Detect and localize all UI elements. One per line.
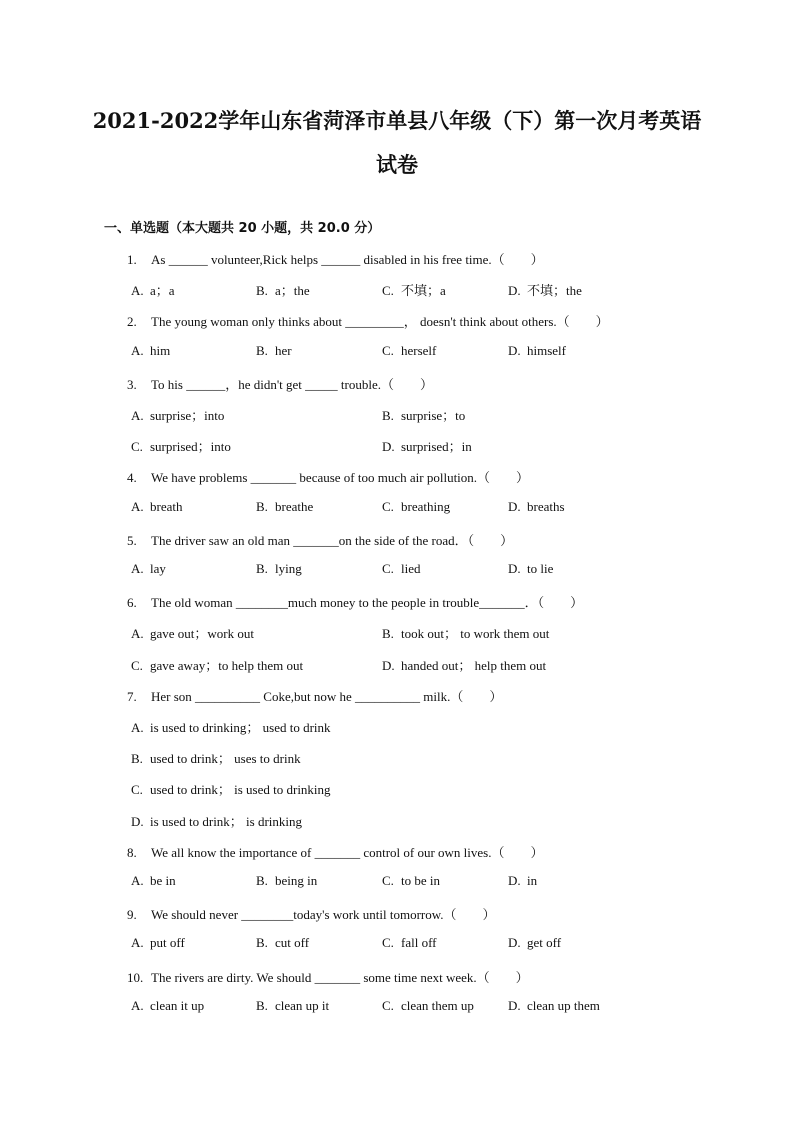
answer-option <box>131 499 182 515</box>
option-letter: A. <box>131 408 144 423</box>
question-text: We all know the importance of _______ control of our own lives.（ ） <box>151 844 544 860</box>
answer-option <box>508 499 565 515</box>
answer-option <box>131 748 301 767</box>
question-text: We should never ________today's work until tomorrow.（ ） <box>151 907 496 923</box>
option-letter: B. <box>256 283 268 299</box>
option-text: to be in <box>401 873 440 888</box>
answer-option <box>256 499 313 515</box>
option-text: surprise；to <box>401 408 466 423</box>
option-text: gave out；work out <box>150 626 254 642</box>
answer-option <box>131 343 170 359</box>
option-letter: A. <box>131 498 144 514</box>
question-stem <box>127 530 513 549</box>
answer-option <box>382 935 437 951</box>
question-stem <box>127 592 583 611</box>
option-text: lied <box>401 561 421 576</box>
option-text: a；the <box>275 283 310 299</box>
answer-option <box>256 343 292 359</box>
question-number: 1. <box>127 252 137 267</box>
answer-option <box>382 998 474 1014</box>
answer-option <box>382 623 549 642</box>
answer-option <box>131 561 166 577</box>
option-letter: D. <box>382 439 395 455</box>
option-text: used to drink； is used to drinking <box>150 782 331 798</box>
option-text: cut off <box>275 935 310 951</box>
question-number: 5. <box>127 532 137 548</box>
option-text: in <box>527 873 538 888</box>
option-letter: D. <box>508 935 521 951</box>
option-text: a；a <box>150 283 175 299</box>
question-text: The rivers are dirty. We should _______ some time next week.（ ） <box>151 969 529 985</box>
question-stem <box>127 311 609 330</box>
option-text: herself <box>401 342 437 358</box>
option-text: clean up it <box>275 997 330 1013</box>
option-letter: C. <box>382 561 394 576</box>
option-text: lying <box>275 561 302 576</box>
answer-option <box>131 811 302 830</box>
answer-option <box>382 280 446 299</box>
title-line-1: 2021-2022学年山东省菏泽市单县八年级（下）第一次月考英语 <box>92 108 702 133</box>
answer-option <box>131 655 303 674</box>
option-text: gave away；to help them out <box>150 657 304 673</box>
question-stem <box>127 467 529 486</box>
option-letter: D. <box>508 498 521 514</box>
option-letter: D. <box>382 657 395 673</box>
question-number: 3. <box>127 376 137 392</box>
option-letter: B. <box>256 498 268 514</box>
question-number: 7. <box>127 688 137 704</box>
answer-option <box>382 499 450 515</box>
option-text: to lie <box>527 561 554 576</box>
question-text: As ______ volunteer,Rick helps ______ disabled in his free time.（ ） <box>151 252 544 267</box>
option-text: handed out； help them out <box>401 657 547 673</box>
option-text: surprise；into <box>150 408 225 423</box>
answer-option <box>131 717 331 736</box>
question-text: Her son __________ Coke,but now he __________ milk.（ ） <box>151 688 503 704</box>
option-letter: C. <box>131 657 143 673</box>
option-letter: B. <box>256 342 268 358</box>
question-text: The young woman only thinks about _________， doesn't think about others.（ ） <box>151 314 609 330</box>
answer-option <box>508 561 553 577</box>
option-text: breath <box>150 498 183 514</box>
question-number: 6. <box>127 595 137 611</box>
question-number: 8. <box>127 844 137 860</box>
option-text: surprised；into <box>150 439 231 455</box>
option-letter: B. <box>256 935 268 951</box>
option-text: being in <box>275 873 318 888</box>
option-letter: B. <box>256 561 268 576</box>
answer-option <box>256 998 329 1014</box>
answer-option <box>131 436 231 455</box>
option-text: get off <box>527 935 562 951</box>
option-letter: C. <box>382 873 394 888</box>
option-text: himself <box>527 342 566 358</box>
option-text: surprised；in <box>401 439 472 455</box>
option-text: put off <box>150 935 185 951</box>
question-stem <box>127 967 529 986</box>
option-text: breathing <box>401 498 451 514</box>
option-letter: C. <box>382 283 394 299</box>
option-letter: C. <box>382 498 394 514</box>
option-letter: D. <box>508 283 521 299</box>
answer-option <box>131 280 175 299</box>
option-text: 不填；a <box>401 283 446 299</box>
option-text: breaths <box>527 498 565 514</box>
question-text: The old woman ________much money to the people in trouble_______．（ ） <box>151 595 584 611</box>
option-text: lay <box>150 561 166 576</box>
answer-option <box>508 873 537 889</box>
option-text: him <box>150 342 171 358</box>
option-text: took out； to work them out <box>401 626 550 642</box>
question-text: We have problems _______ because of too much air pollution.（ ） <box>151 470 530 486</box>
answer-option <box>508 280 582 299</box>
answer-option <box>508 343 566 359</box>
question-stem <box>127 842 544 861</box>
question-number: 9. <box>127 907 137 923</box>
question-stem <box>127 904 496 923</box>
question-stem <box>127 686 502 705</box>
option-text: is used to drink； is drinking <box>150 813 303 829</box>
option-letter: D. <box>508 561 521 576</box>
answer-option <box>131 779 331 798</box>
answer-option <box>256 280 310 299</box>
exam-title <box>60 99 734 187</box>
option-letter: D. <box>508 997 521 1013</box>
option-letter: B. <box>382 626 394 642</box>
answer-option <box>256 561 302 577</box>
option-letter: A. <box>131 997 144 1013</box>
answer-option <box>131 873 176 889</box>
answer-option <box>382 655 546 674</box>
option-letter: C. <box>131 782 143 798</box>
answer-option <box>382 436 472 455</box>
option-letter: B. <box>131 751 143 767</box>
question-text: To his ______，he didn't get _____ trouble.（ ） <box>151 376 433 392</box>
option-letter: A. <box>131 626 144 642</box>
option-text: fall off <box>401 935 437 951</box>
answer-option <box>382 561 421 577</box>
answer-option <box>508 935 561 951</box>
answer-option <box>256 935 309 951</box>
option-letter: B. <box>256 997 268 1013</box>
option-letter: D. <box>508 873 521 888</box>
option-text: is used to drinking； used to drink <box>150 720 331 735</box>
option-text: used to drink； uses to drink <box>150 751 301 767</box>
question-stem <box>127 249 544 268</box>
answer-option <box>382 405 465 424</box>
question-number: 2. <box>127 314 137 330</box>
option-letter: B. <box>256 873 268 888</box>
answer-option <box>256 873 317 889</box>
option-letter: C. <box>382 935 394 951</box>
answer-option <box>382 343 436 359</box>
option-letter: C. <box>382 342 394 358</box>
question-stem <box>127 374 433 393</box>
answer-option <box>131 623 254 642</box>
option-text: her <box>275 342 292 358</box>
option-letter: A. <box>131 873 144 888</box>
question-number: 10. <box>127 969 144 985</box>
answer-option <box>131 935 185 951</box>
option-letter: A. <box>131 283 144 299</box>
option-text: breathe <box>275 498 314 514</box>
option-letter: D. <box>508 342 521 358</box>
option-text: clean it up <box>150 997 205 1013</box>
option-letter: A. <box>131 342 144 358</box>
option-letter: A. <box>131 935 144 951</box>
option-text: 不填；the <box>527 283 582 299</box>
option-letter: A. <box>131 720 144 735</box>
option-letter: C. <box>131 439 143 455</box>
option-letter: A. <box>131 561 144 576</box>
option-letter: D. <box>131 813 144 829</box>
option-letter: B. <box>382 408 394 423</box>
title-line-2: 试卷 <box>376 152 418 177</box>
section-header: 一、单选题（本大题共 20 小题，共 20.0 分） <box>104 221 381 236</box>
answer-option <box>131 405 224 424</box>
option-text: clean them up <box>401 997 474 1013</box>
question-number: 4. <box>127 470 137 486</box>
option-text: clean up them <box>527 997 600 1013</box>
option-text: be in <box>150 873 176 888</box>
answer-option <box>131 998 204 1014</box>
question-text: The driver saw an old man _______on the side of the road．（ ） <box>151 532 514 548</box>
answer-option <box>382 873 440 889</box>
answer-option <box>508 998 600 1014</box>
option-letter: C. <box>382 997 394 1013</box>
